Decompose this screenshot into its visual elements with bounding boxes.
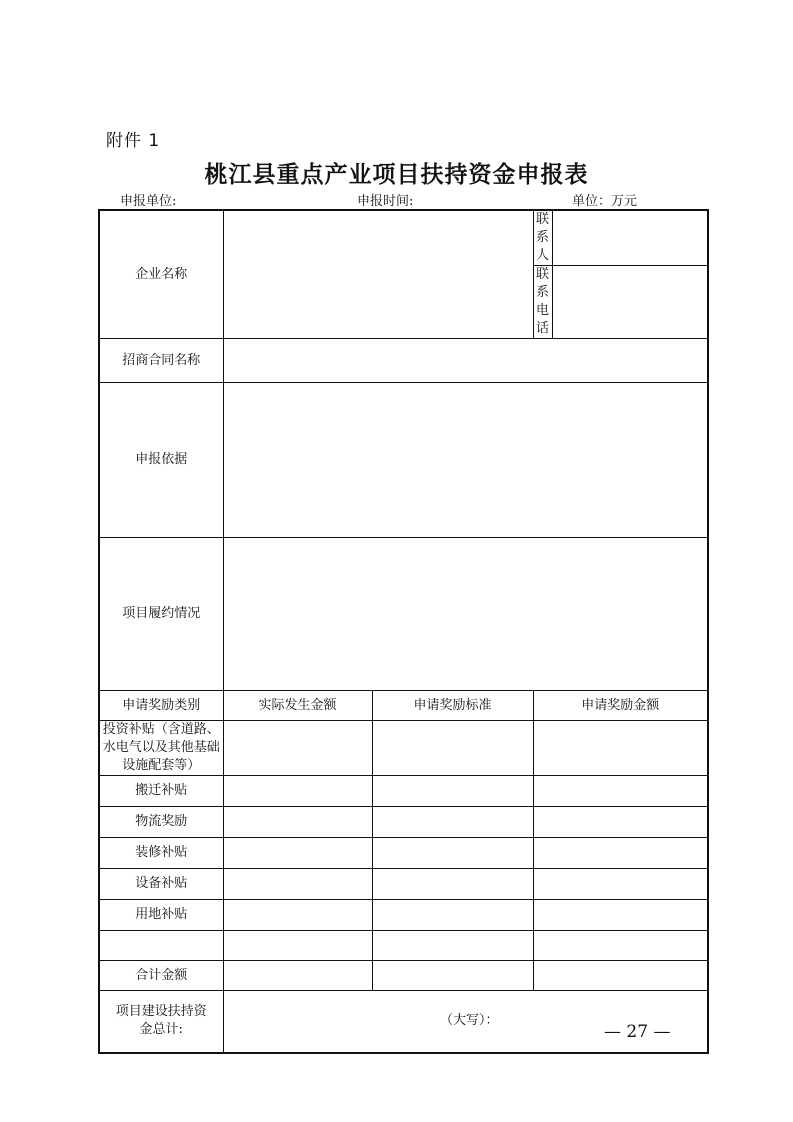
performance-status-field[interactable] — [223, 538, 708, 691]
reward-category-decoration: 装修补贴 — [99, 838, 223, 869]
reward-standard-field[interactable] — [372, 838, 533, 869]
reward-category-total: 合计金额 — [99, 961, 223, 991]
contract-name-label: 招商合同名称 — [99, 339, 223, 383]
applicant-unit-label: 申报单位: — [120, 194, 177, 209]
contract-name-field[interactable] — [223, 339, 708, 383]
reward-amount-field[interactable] — [533, 721, 708, 776]
contact-phone-field[interactable] — [552, 266, 708, 339]
header-actual-amount: 实际发生金额 — [223, 691, 372, 721]
reward-standard-total-field[interactable] — [372, 961, 533, 991]
reward-amount-field[interactable] — [533, 776, 708, 807]
currency-unit-label: 单位：万元 — [572, 194, 638, 209]
reward-category-investment: 投资补贴（含道路、水电气以及其他基础设施配套等） — [99, 721, 223, 776]
reward-standard-field[interactable] — [372, 900, 533, 931]
header-reward-amount: 申请奖励金额 — [533, 691, 708, 721]
reward-standard-field[interactable] — [372, 721, 533, 776]
company-name-label: 企业名称 — [99, 210, 223, 339]
reward-category-equipment: 设备补贴 — [99, 869, 223, 900]
reward-amount-field[interactable] — [533, 931, 708, 961]
application-form-table — [98, 209, 709, 1054]
reward-amount-field[interactable] — [533, 838, 708, 869]
contact-phone-label: 联系电话 — [533, 266, 552, 339]
actual-amount-field[interactable] — [223, 869, 372, 900]
total-support-funds-label: 项目建设扶持资金总计: — [99, 991, 223, 1053]
application-basis-label: 申报依据 — [99, 383, 223, 538]
attachment-label: 附件 1 — [106, 131, 161, 151]
form-title: 桃江县重点产业项目扶持资金申报表 — [204, 161, 589, 188]
contact-person-field[interactable] — [552, 210, 708, 266]
reward-amount-field[interactable] — [533, 869, 708, 900]
reward-standard-field[interactable] — [372, 931, 533, 961]
reward-amount-field[interactable] — [533, 900, 708, 931]
actual-amount-field[interactable] — [223, 776, 372, 807]
total-support-funds-field[interactable]: （大写）： — [223, 991, 708, 1053]
reward-category-relocation: 搬迁补贴 — [99, 776, 223, 807]
page-number: — 27 — — [604, 1022, 671, 1042]
reward-standard-field[interactable] — [372, 776, 533, 807]
performance-status-label: 项目履约情况 — [99, 538, 223, 691]
reward-standard-field[interactable] — [372, 807, 533, 838]
actual-amount-field[interactable] — [223, 838, 372, 869]
actual-amount-field[interactable] — [223, 807, 372, 838]
contact-person-label: 联系人 — [533, 210, 552, 266]
reward-category-blank[interactable] — [99, 931, 223, 961]
reward-amount-total-field[interactable] — [533, 961, 708, 991]
actual-amount-total-field[interactable] — [223, 961, 372, 991]
actual-amount-field[interactable] — [223, 931, 372, 961]
header-reward-standard: 申请奖励标准 — [372, 691, 533, 721]
reward-standard-field[interactable] — [372, 869, 533, 900]
application-basis-field[interactable] — [223, 383, 708, 538]
header-reward-category: 申请奖励类别 — [99, 691, 223, 721]
actual-amount-field[interactable] — [223, 900, 372, 931]
company-name-field[interactable] — [223, 210, 533, 339]
reward-amount-field[interactable] — [533, 807, 708, 838]
reward-category-logistics: 物流奖励 — [99, 807, 223, 838]
reward-category-land: 用地补贴 — [99, 900, 223, 931]
application-date-label: 申报时间: — [357, 194, 414, 209]
actual-amount-field[interactable] — [223, 721, 372, 776]
